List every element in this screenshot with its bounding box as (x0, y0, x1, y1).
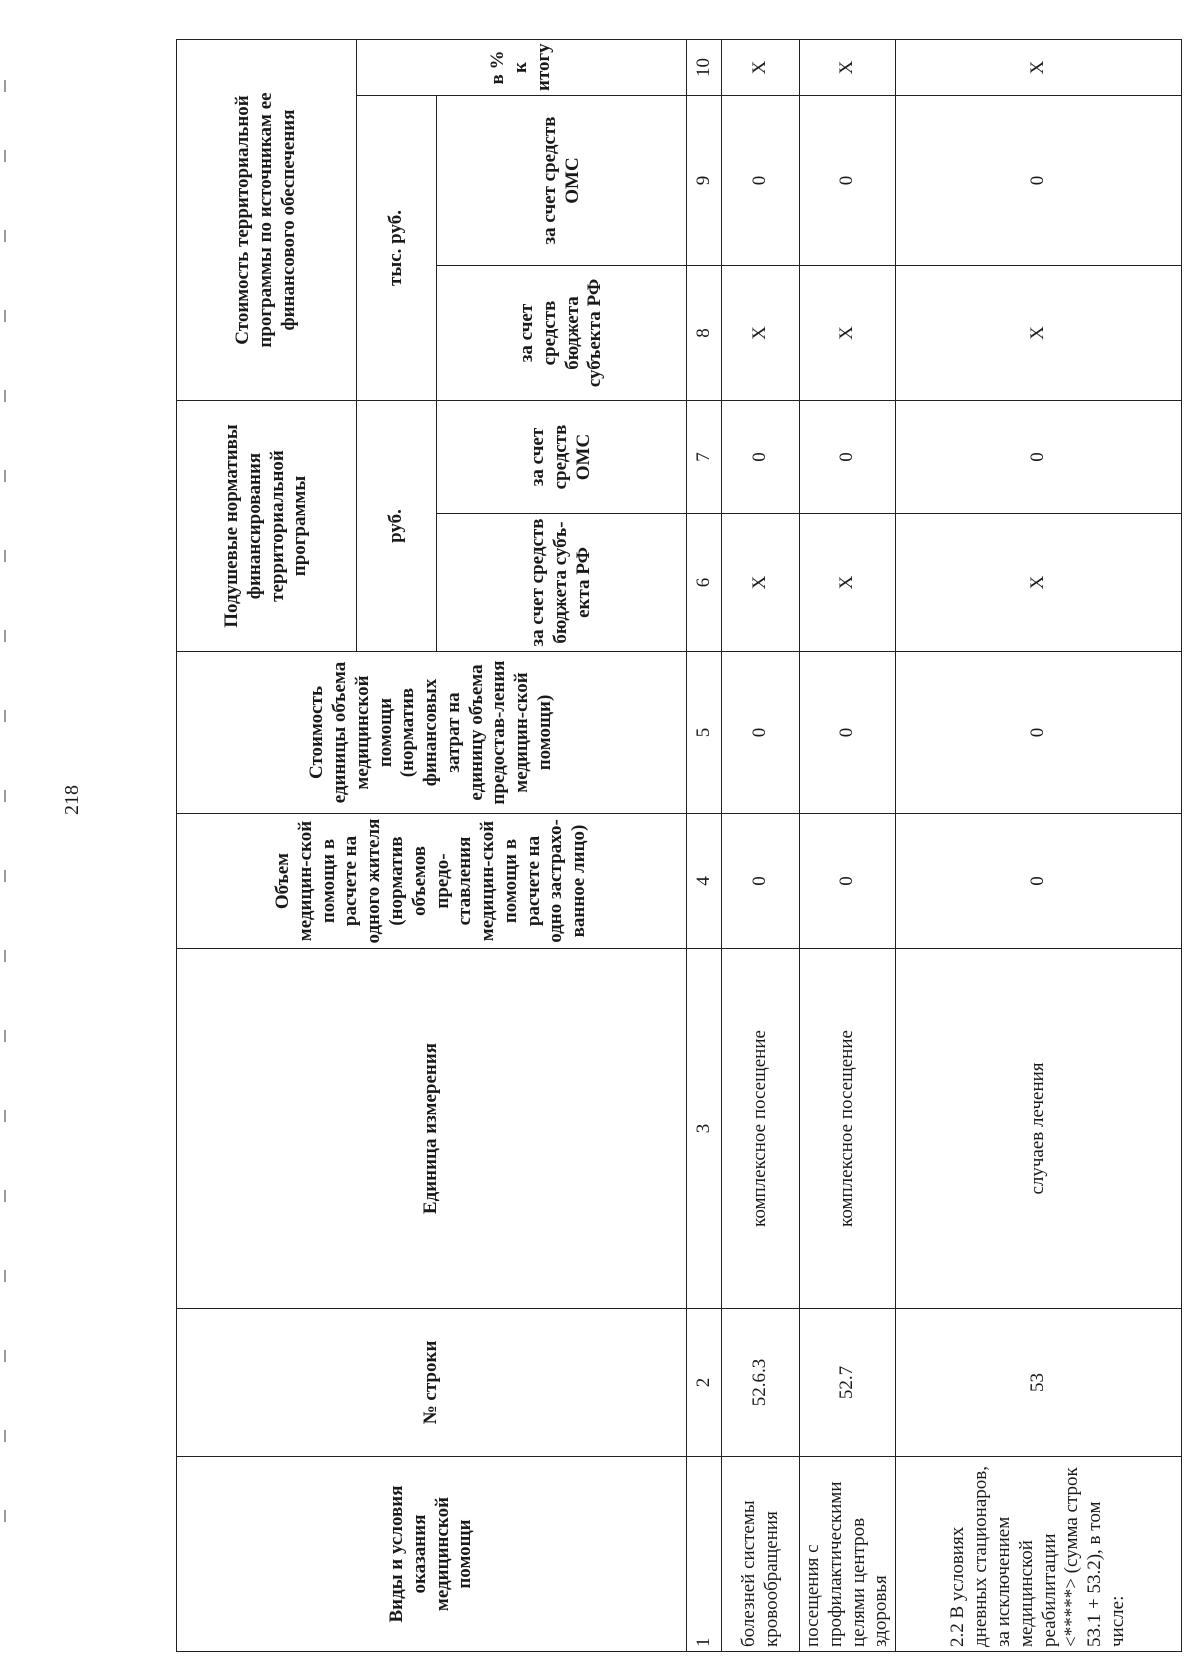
row-value: 0 (722, 814, 800, 949)
row-value: 0 (800, 814, 896, 949)
table-row (800, 39, 896, 1651)
row-unit: случаев лечения (896, 949, 1182, 1309)
row-unit: комплексное посещение (800, 949, 896, 1309)
header-line-number: № строки (177, 1309, 687, 1457)
column-number: 10 (687, 39, 722, 95)
row-value: Х (896, 266, 1182, 401)
header-oms-7: за счет средств ОМС (437, 401, 687, 514)
row-value: 0 (896, 96, 1182, 266)
row-value: Х (722, 266, 800, 401)
column-number: 2 (687, 1309, 722, 1457)
row-value: 0 (896, 401, 1182, 514)
header-volume: Объем медицин-ской помощи в расчете на одного жителя (норматив объемов предо-ставления медицин-ской помощи в расчете на одно застрахо-ванное лицо) (177, 814, 687, 949)
header-thous-rub: тыс. руб. (357, 96, 437, 401)
header-unit-cost: Стоимость единицы объема медицинской помощи (норматив финансовых затрат на единицу объема предостав-ления медицин-ской помощи) (177, 652, 687, 814)
row-value: Х (896, 39, 1182, 95)
header-types-conditions: Виды и условия оказания медицинской помощи (177, 1457, 687, 1652)
header-budget-rf-8: за счет средств бюджета субъекта РФ (437, 266, 687, 401)
header-oms-9: за счет средств ОМС (437, 96, 687, 266)
rotated-table-container (176, 40, 1182, 1652)
row-value: Х (722, 514, 800, 652)
program-cost-table (176, 39, 1182, 1652)
column-number: 9 (687, 96, 722, 266)
table-row (722, 39, 800, 1651)
header-unit: Единица измерения (177, 949, 687, 1309)
row-value: 0 (800, 652, 896, 814)
row-value: 0 (896, 814, 1182, 949)
column-number: 7 (687, 401, 722, 514)
header-per-capita-norms: Подушевые нормативы финансирования территориальной программы (177, 401, 357, 652)
row-line-number: 52.7 (800, 1309, 896, 1457)
page-number: 218 (61, 785, 83, 815)
row-value: 0 (800, 96, 896, 266)
row-value: 0 (722, 96, 800, 266)
row-line-number: 52.6.3 (722, 1309, 800, 1457)
row-name: посещения с профилактическими целями центров здоровья (800, 1457, 896, 1652)
row-name: 2.2 В условиях дневных стационаров, за исключением медицинской реабилитации <*****> (сумма строк 53.1 + 53.2), в том числе: (896, 1457, 1182, 1652)
row-value: Х (896, 514, 1182, 652)
column-number: 8 (687, 266, 722, 401)
row-value: 0 (800, 401, 896, 514)
row-value: 0 (722, 652, 800, 814)
header-rub: руб. (357, 401, 437, 652)
header-program-cost: Стоимость территориальной программы по источникам ее финансового обеспечения (177, 39, 357, 400)
column-number: 4 (687, 814, 722, 949)
column-number: 3 (687, 949, 722, 1309)
header-percent-total: в % к итогу (357, 39, 687, 95)
column-number: 6 (687, 514, 722, 652)
table-row (896, 39, 1182, 1651)
row-value: Х (800, 514, 896, 652)
row-value: Х (722, 39, 800, 95)
header-budget-rf-6: за счет средств бюджета субъ-екта РФ (437, 514, 687, 652)
column-number-row (687, 39, 722, 1651)
row-value: 0 (896, 652, 1182, 814)
column-number: 1 (687, 1457, 722, 1652)
row-unit: комплексное посещение (722, 949, 800, 1309)
row-value: 0 (722, 401, 800, 514)
column-number: 5 (687, 652, 722, 814)
row-name: болезней системы кровообращения (722, 1457, 800, 1652)
row-value: Х (800, 266, 896, 401)
row-line-number: 53 (896, 1309, 1182, 1457)
row-value: Х (800, 39, 896, 95)
